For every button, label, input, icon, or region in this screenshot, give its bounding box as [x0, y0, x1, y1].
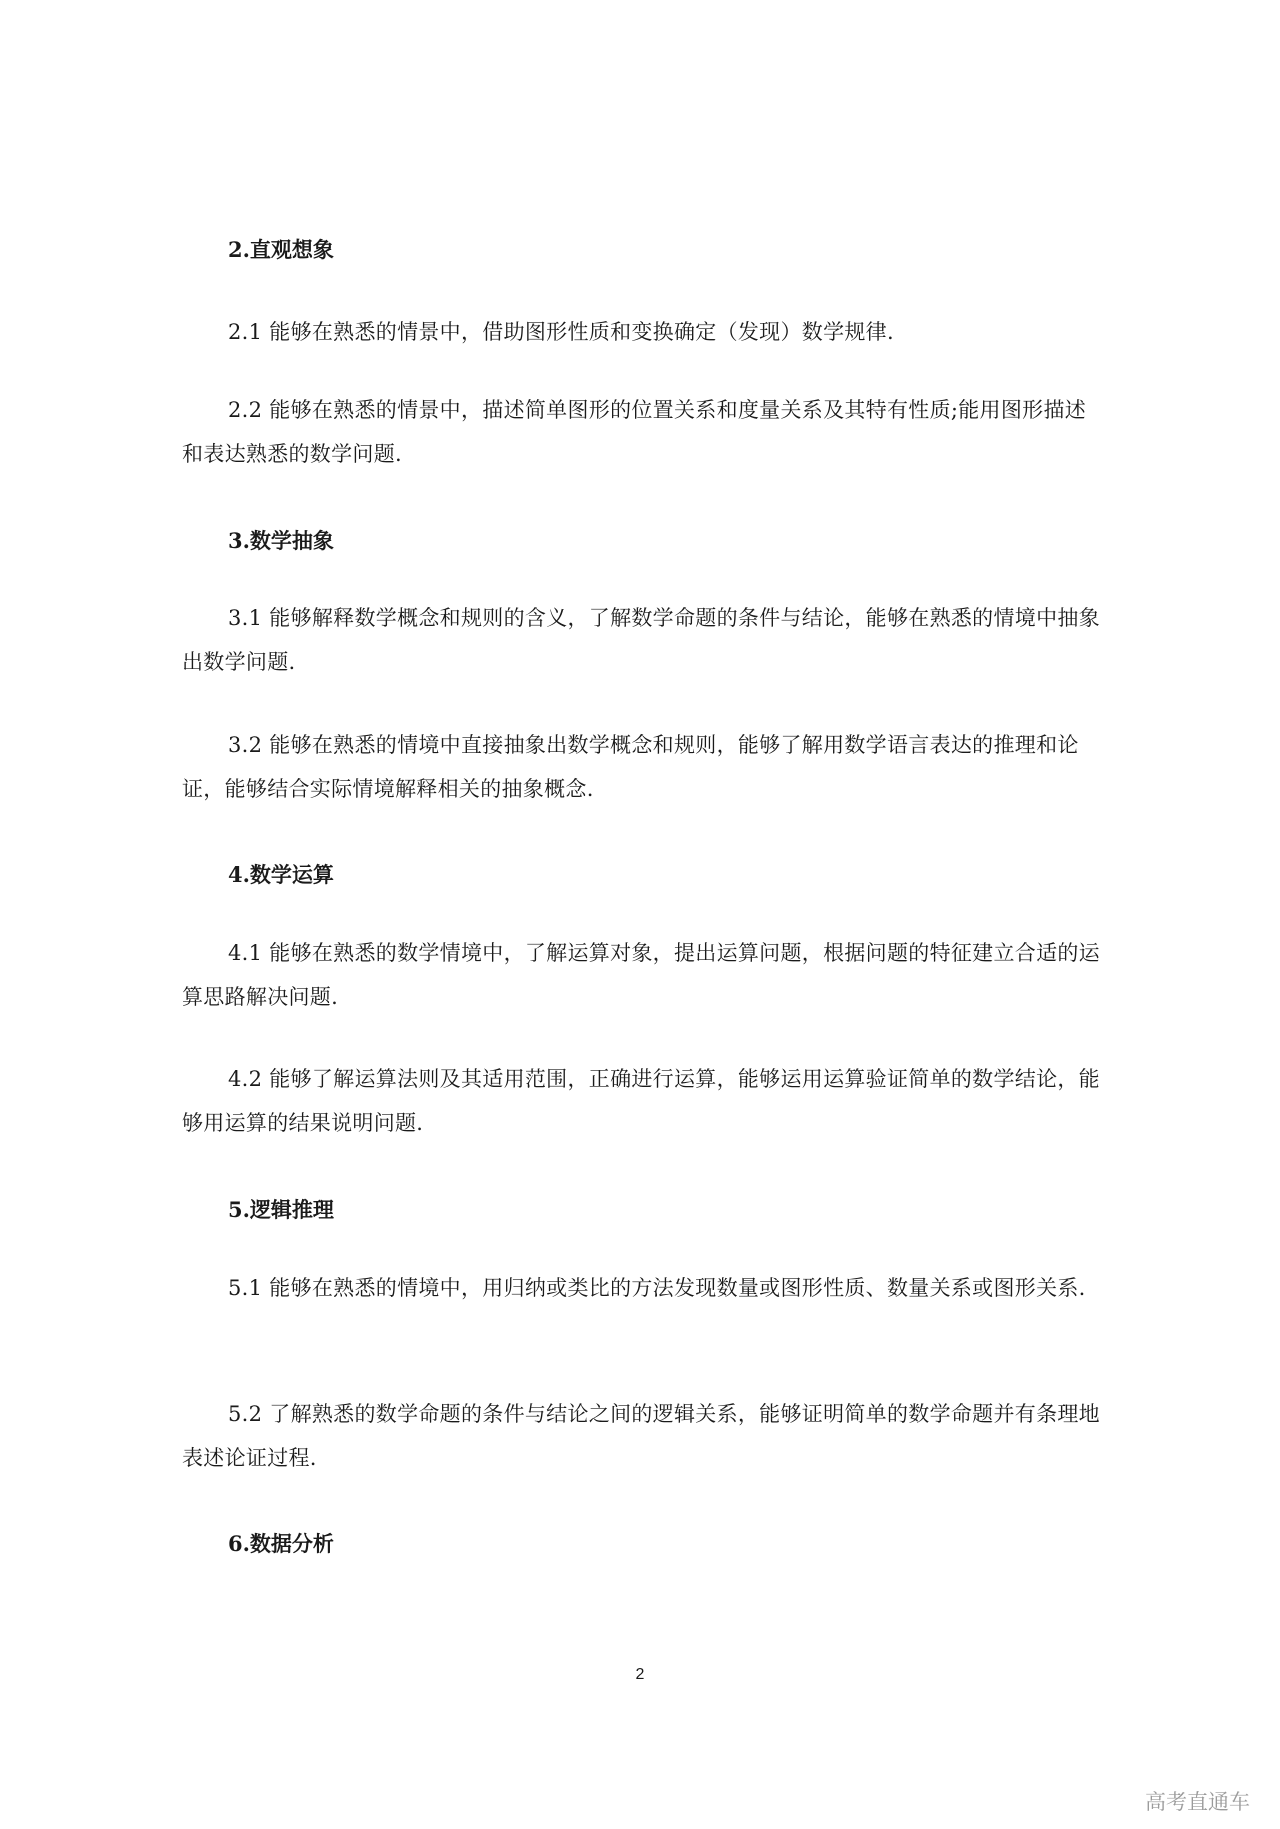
- section-heading-logical-reasoning: 5.逻辑推理: [228, 1197, 334, 1222]
- paragraph-2-1: 2.1 能够在熟悉的情景中，借助图形性质和变换确定（发现）数学规律.: [228, 320, 894, 344]
- section-heading-mathematical-operation: 4.数学运算: [228, 862, 334, 887]
- section-heading-intuitive-imagination: 2.直观想象: [228, 237, 334, 262]
- paragraph-4-1: 4.1 能够在熟悉的数学情境中，了解运算对象，提出运算问题，根据问题的特征建立合适的运算思路解决问题.: [182, 941, 1100, 1009]
- paragraph-5-2: 5.2 了解熟悉的数学命题的条件与结论之间的逻辑关系，能够证明简单的数学命题并有条理地表述论证过程.: [182, 1402, 1100, 1470]
- paragraph-4-2: 4.2 能够了解运算法则及其适用范围，正确进行运算，能够运用运算验证简单的数学结论，能够用运算的结果说明问题.: [182, 1067, 1100, 1135]
- paragraph-5-1: 5.1 能够在熟悉的情境中，用归纳或类比的方法发现数量或图形性质、数量关系或图形关系.: [228, 1276, 1086, 1300]
- watermark: 高考直通车: [1145, 1790, 1250, 1814]
- section-heading-data-analysis: 6.数据分析: [228, 1531, 334, 1556]
- paragraph-2-2: 2.2 能够在熟悉的情景中，描述简单图形的位置关系和度量关系及其特有性质;能用图形描述和表达熟悉的数学问题.: [182, 398, 1087, 466]
- paragraph-3-2: 3.2 能够在熟悉的情境中直接抽象出数学概念和规则，能够了解用数学语言表达的推理和论证，能够结合实际情境解释相关的抽象概念.: [182, 733, 1079, 801]
- page-number: 2: [635, 1666, 645, 1683]
- section-heading-mathematical-abstraction: 3.数学抽象: [228, 528, 334, 553]
- paragraph-3-1: 3.1 能够解释数学概念和规则的含义，了解数学命题的条件与结论，能够在熟悉的情境中抽象出数学问题.: [182, 606, 1100, 674]
